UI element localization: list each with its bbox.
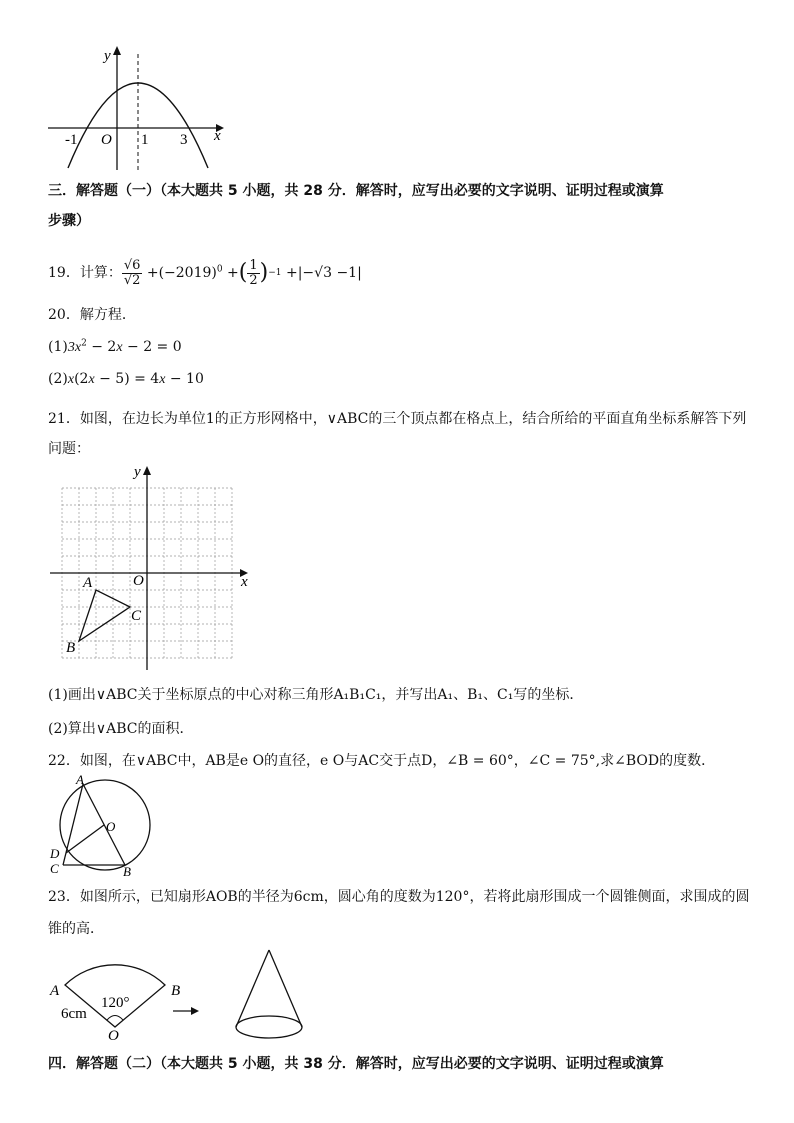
sector-label-b: B: [171, 983, 181, 999]
angle-arc: [107, 1016, 123, 1021]
sector-angle-label: 120°: [101, 995, 130, 1011]
coordinate-grid-figure: [45, 460, 255, 675]
circle-label-o: O: [106, 819, 116, 834]
grid-label-c: C: [131, 608, 142, 624]
y-label: y: [104, 48, 111, 64]
q23-line2: 锥的高．: [48, 921, 104, 937]
circle-figure: [45, 775, 160, 880]
tick-three: 3: [180, 132, 188, 148]
question-20: [48, 306, 136, 324]
section3-heading-line1: 三．解答题（一）（本大题共 5 小题，共 28 分．解答时，应写出必要的文字说明、证明过程或演算: [48, 183, 664, 199]
q21-line1: 21．如图，在边长为单位1的正方形网格中，∨ABC的三个顶点都在格点上，结合所给的平面直角坐标系解答下列: [48, 411, 747, 427]
cone-left-edge: [236, 950, 269, 1027]
tick-one: 1: [141, 132, 149, 148]
q20-part1: $(1)3x^2 - 2x - 2 = 0$: [48, 338, 182, 355]
circle-label-d: D: [50, 846, 60, 861]
grid-y-label: y: [134, 464, 141, 480]
q20-part2: (2)x(2x − 5) = 4x − 10: [48, 371, 204, 387]
section4-heading-line1: 四．解答题（二）（本大题共 5 小题，共 38 分．解答时，应写出必要的文字说明、证明过程或演算: [48, 1056, 664, 1072]
q21-part1: (1)画出∨ABC关于坐标原点的中心对称三角形A₁B₁C₁，并写出A₁、B₁、C₁写的坐标．: [48, 687, 584, 703]
question-19: 19． 计算： $\frac{√6}{√2}$ $+(-2019)^0$ + ( $\frac{1}{2}$ ) −1 +|−√3 −1|: [48, 257, 362, 288]
circle-label-c: C: [50, 861, 59, 876]
triangle-abc: [79, 590, 130, 641]
cone-base: [236, 1016, 302, 1038]
cone-right-edge: [269, 950, 302, 1027]
grid-x-label: x: [241, 574, 248, 590]
sector-radius-label: 6cm: [61, 1006, 87, 1022]
circle-label-a: A: [76, 775, 84, 787]
q19-number: 19．: [48, 265, 80, 281]
x-label: x: [214, 128, 221, 144]
sector-label-a: A: [50, 983, 60, 999]
q19-sqrt-fraction: $\frac{√6}{√2}$: [123, 257, 141, 288]
parabola-graph: [40, 40, 240, 175]
section3-heading-line2: 步骤）: [48, 213, 90, 229]
circle-label-b: B: [123, 864, 131, 879]
sector-label-o: O: [108, 1028, 119, 1044]
q21-part2: (2)算出∨ABC的面积．: [48, 721, 194, 737]
q20-prompt: 解方程．: [79, 307, 136, 323]
q20-number: 20．: [48, 307, 80, 323]
sector-cone-figure: [45, 945, 325, 1045]
tick-minus-one: -1: [65, 132, 78, 148]
diameter-ab: [83, 784, 125, 865]
grid-label-a: A: [83, 575, 93, 591]
arrow-icon: [191, 1007, 199, 1015]
q23-line1: 23．如图所示，已知扇形AOB的半径为6cm，圆心角的度数为120°，若将此扇形围成一个圆锥侧面，求围成的圆: [48, 889, 750, 905]
q22-text: 22．如图，在∨ABC中，AB是e O的直径，e O与AC交于点D，∠B = 60°，∠C = 75°,求∠BOD的度数．: [48, 753, 716, 769]
q21-line2: 问题：: [48, 441, 90, 457]
q19-half-fraction: $\frac{1}{2}$: [249, 257, 258, 288]
origin-label: O: [101, 132, 112, 148]
grid-origin-label: O: [133, 573, 144, 589]
grid-label-b: B: [66, 640, 76, 656]
q19-prompt: 计算：: [79, 265, 122, 281]
